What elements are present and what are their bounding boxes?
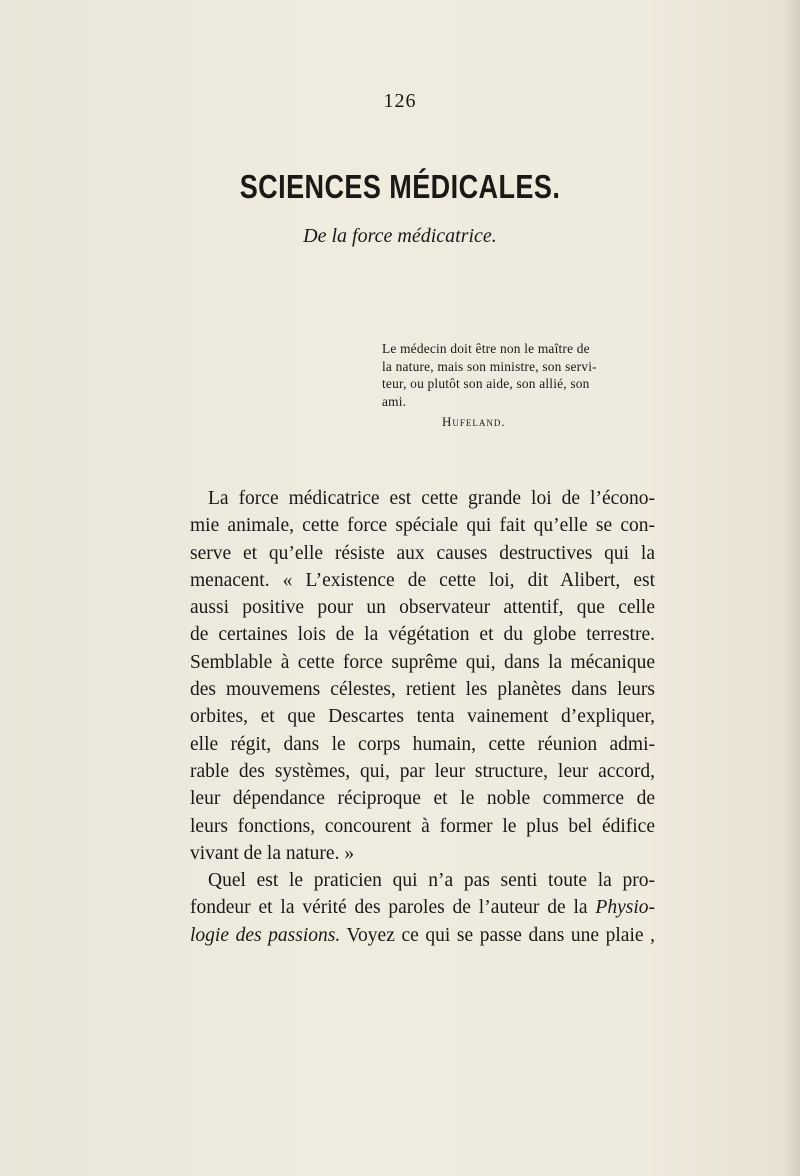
epigraph bbox=[382, 340, 682, 431]
body-line: serve et qu’elle résiste aux causes destructives qui la bbox=[190, 542, 655, 564]
chapter-subtitle: De la force médicatrice. bbox=[303, 225, 497, 247]
body-line: Quel est le praticien qui n’a pas senti toute la pro- bbox=[208, 870, 655, 892]
body-line-text: Voyez ce qui se passe dans une plaie , bbox=[340, 924, 655, 946]
body-line-text: fondeur et la vérité des paroles de l’auteur de la bbox=[190, 897, 588, 919]
epigraph-author: Hufeland. bbox=[442, 414, 506, 429]
body-line: Semblable à cette force suprême qui, dans la mécanique bbox=[190, 651, 655, 673]
body-line-with-italic bbox=[190, 894, 655, 921]
body-text bbox=[190, 485, 655, 949]
epigraph-line: Le médecin doit être non le maître de bbox=[382, 341, 590, 356]
body-line: vivant de la nature. » bbox=[190, 842, 355, 864]
body-line: menacent. « L’existence de cette loi, dit Alibert, est bbox=[190, 569, 655, 591]
body-line: La force médicatrice est cette grande loi de l’écono- bbox=[208, 488, 655, 509]
body-line: elle régit, dans le corps humain, cette réunion admi- bbox=[190, 733, 655, 755]
body-line: leur dépendance réciproque et le noble commerce de bbox=[190, 788, 655, 810]
section-title: SCIENCES MÉDICALES. bbox=[239, 168, 561, 205]
body-line: leurs fonctions, concourent à former le plus bel édifice bbox=[190, 815, 655, 837]
body-line: des mouvemens célestes, retient les planètes dans leurs bbox=[190, 679, 655, 701]
italic-word: Physio- bbox=[595, 897, 655, 919]
page-edge-shadow bbox=[782, 0, 800, 1176]
body-line: mie animale, cette force spéciale qui fait qu’elle se con- bbox=[190, 515, 655, 537]
body-line: aussi positive pour un observateur attentif, que celle bbox=[190, 597, 655, 619]
epigraph-line: ami. bbox=[382, 393, 407, 409]
body-line: orbites, et que Descartes tenta vainement d’expliquer, bbox=[190, 706, 655, 728]
body-line: rable des systèmes, qui, par leur structure, leur accord, bbox=[190, 760, 655, 782]
epigraph-line: teur, ou plutôt son aide, son allié, son bbox=[382, 376, 590, 391]
page-number: 126 bbox=[383, 90, 417, 112]
italic-title: logie des passions. bbox=[190, 924, 341, 946]
body-line-with-italic bbox=[190, 922, 655, 949]
body-line: de certaines lois de la végétation et du globe terrestre. bbox=[190, 624, 655, 646]
epigraph-line: la nature, mais son ministre, son servi- bbox=[382, 358, 597, 374]
